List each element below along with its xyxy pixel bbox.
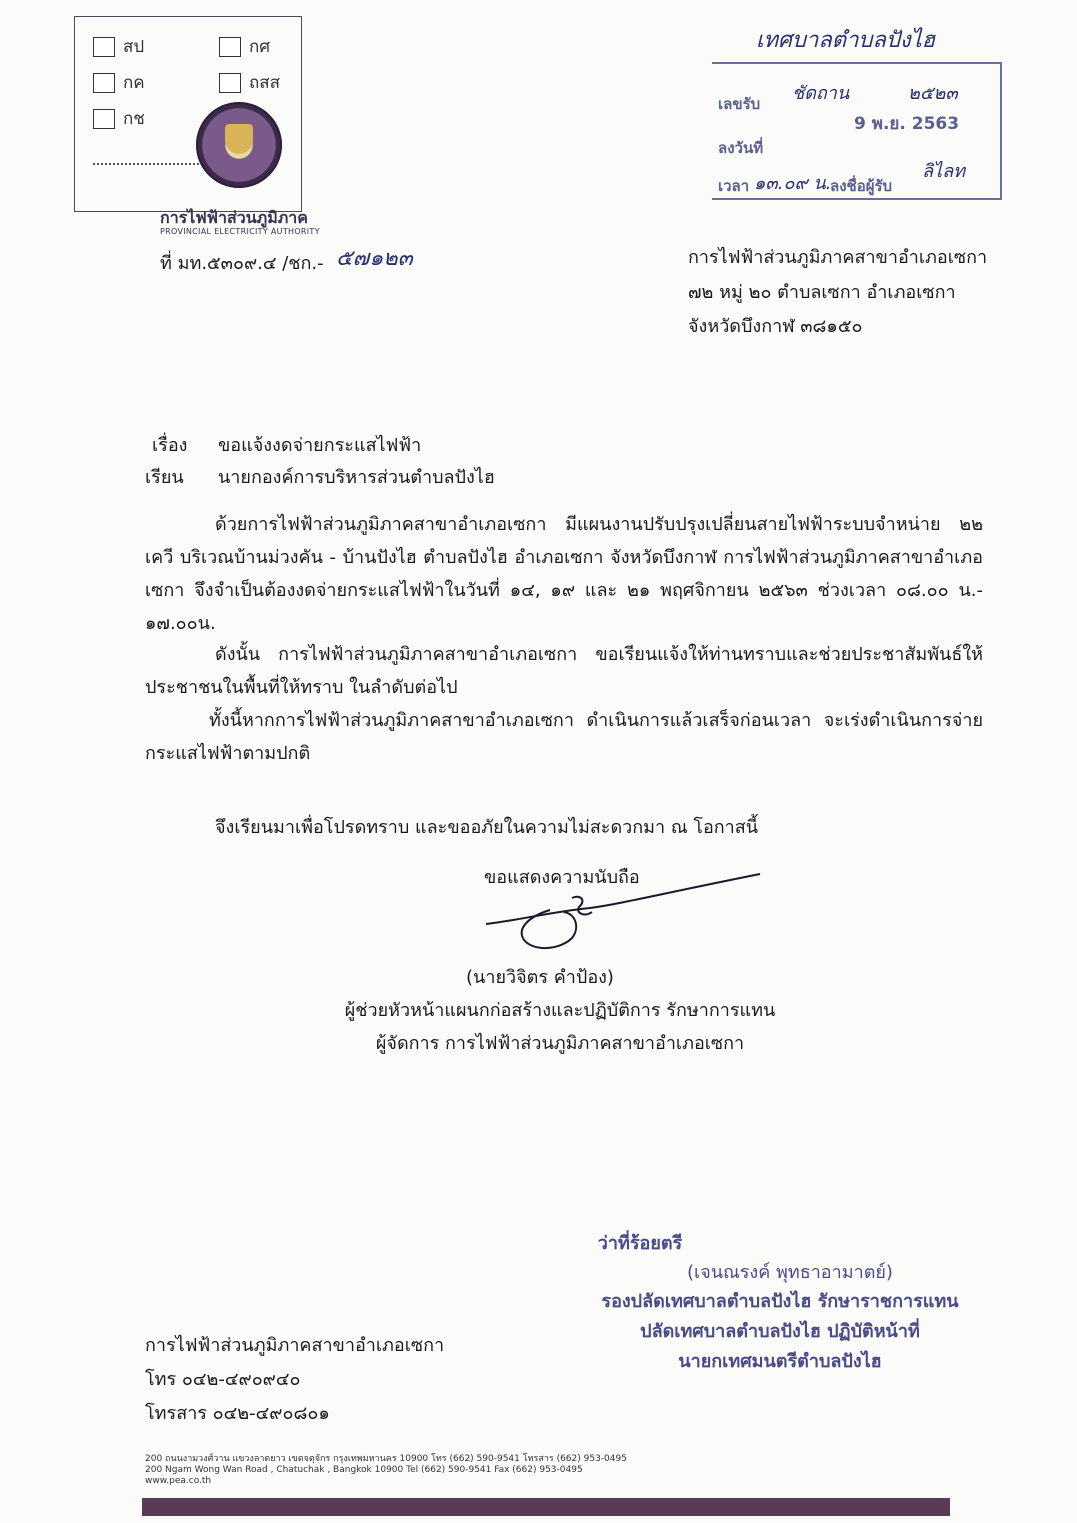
- footer-fax: โทรสาร ๐๔๒-๔๙๐๘๐๑: [145, 1403, 330, 1424]
- hq-address-th: 200 ถนนงามวงศ์วาน แขวงลาดยาว เขตจตุจักร กรุงเทพมหานคร 10900 โทร (662) 590-9541 โทรสาร (662) 953-0495: [145, 1454, 627, 1464]
- signer-value: ลิไลท: [922, 161, 965, 182]
- receipt-stamp: [712, 62, 1002, 200]
- routing-label: กศ: [249, 37, 271, 57]
- subject-value: ขอแจ้งงดจ่ายกระแสไฟฟ้า: [218, 435, 422, 456]
- recv-no-label: เลขรับ: [718, 95, 761, 113]
- reference-handwritten-number: ๕๗๑๒๓: [336, 246, 413, 271]
- routing-label: กค: [123, 73, 145, 93]
- time-label: เวลา: [718, 177, 750, 195]
- logo-emblem: [225, 124, 253, 154]
- pea-logo-icon: [196, 102, 282, 188]
- checkbox-icon: [219, 73, 241, 93]
- sender-address-line: จังหวัดบึงกาฬ ๓๘๑๕๐: [688, 316, 863, 337]
- official-position: นายกเทศมนตรีตำบลปังไฮ: [678, 1351, 882, 1372]
- signer-position: ผู้ช่วยหัวหน้าแผนกก่อสร้างและปฏิบัติการ รักษาการแทน: [344, 1000, 776, 1021]
- handwritten-signature: [480, 868, 770, 958]
- official-position: รองปลัดเทศบาลตำบลปังไฮ รักษาราชการแทน: [601, 1291, 959, 1312]
- org-name-th: การไฟฟ้าส่วนภูมิภาค: [160, 208, 308, 227]
- recv-no-value-2: ๒๕๒๓: [908, 83, 958, 104]
- subject-label: เรื่อง: [152, 435, 188, 456]
- sender-address-line: ๗๒ หมู่ ๒๐ ตำบลเซกา อำเภอเซกา: [688, 282, 956, 303]
- routing-label: ถสส: [249, 73, 281, 93]
- sender-address-line: การไฟฟ้าส่วนภูมิภาคสาขาอำเภอเซกา: [688, 247, 988, 268]
- body-paragraph: ทั้งนี้หากการไฟฟ้าส่วนภูมิภาคสาขาอำเภอเซกา ดำเนินการแล้วเสร็จก่อนเวลา จะเร่งดำเนินการจ่ายกระแสไฟฟ้าตามปกติ: [145, 710, 983, 764]
- official-position: ปลัดเทศบาลตำบลปังไฮ ปฏิบัติหน้าที่: [640, 1321, 920, 1342]
- recv-no-value: ชัดถาน: [792, 83, 850, 104]
- routing-checkbox[interactable]: [93, 105, 145, 132]
- signer-name: (นายวิจิตร คำป้อง): [466, 967, 614, 988]
- closing-line: จึงเรียนมาเพื่อโปรดทราบ และขออภัยในความไม่สะดวกมา ณ โอกาสนี้: [215, 817, 759, 838]
- date-value: 9 พ.ย. 2563: [854, 114, 960, 134]
- footer-tel: โทร ๐๔๒-๔๙๐๙๔๐: [145, 1369, 301, 1390]
- routing-label: สป: [123, 37, 145, 57]
- regards-text: ขอแสดงความนับถือ: [484, 867, 640, 888]
- org-name-en: PROVINCIAL ELECTRICITY AUTHORITY: [160, 227, 320, 236]
- reference-label: ที่ มท.๕๓๐๙.๔ /ชก.-: [160, 253, 324, 274]
- checkbox-icon: [93, 109, 115, 129]
- routing-label: กช: [123, 109, 145, 129]
- receipt-stamp-header: เทศบาลตำบลปังไฮ: [756, 28, 936, 53]
- checkbox-icon: [219, 37, 241, 57]
- hq-address-en: 200 Ngam Wong Wan Road , Chatuchak , Bangkok 10900 Tel (662) 590-9541 Fax (662) 953-0495: [145, 1465, 583, 1475]
- to-value: นายกองค์การบริหารส่วนตำบลปังไฮ: [218, 467, 495, 488]
- signer-position: ผู้จัดการ การไฟฟ้าส่วนภูมิภาคสาขาอำเภอเซกา: [375, 1033, 745, 1054]
- signer-label: ลงชื่อผู้รับ: [830, 177, 893, 195]
- footer-org: การไฟฟ้าส่วนภูมิภาคสาขาอำเภอเซกา: [145, 1335, 445, 1356]
- routing-checkbox[interactable]: [93, 69, 145, 96]
- checkbox-icon: [93, 73, 115, 93]
- routing-checkbox[interactable]: [219, 33, 270, 60]
- routing-checkbox[interactable]: [93, 33, 144, 60]
- checkbox-icon: [93, 37, 115, 57]
- to-label: เรียน: [145, 467, 184, 488]
- routing-checkbox[interactable]: [219, 69, 280, 96]
- official-title: ว่าที่ร้อยตรี: [597, 1233, 683, 1254]
- footer-bar: [142, 1498, 950, 1516]
- body-paragraph: ดังนั้น การไฟฟ้าส่วนภูมิภาคสาขาอำเภอเซกา ขอเรียนแจ้งให้ท่านทราบและช่วยประชาสัมพันธ์ให้ประชาชนในพื้นที่ให้ทราบ ในลำดับต่อไป: [145, 644, 983, 698]
- website-link[interactable]: www.pea.co.th: [145, 1476, 212, 1486]
- official-name: (เจนณรงค์ พุทธาอามาตย์): [687, 1262, 893, 1283]
- time-value: ๑๓.๐๙ น.: [754, 173, 832, 194]
- body-paragraph: ด้วยการไฟฟ้าส่วนภูมิภาคสาขาอำเภอเซกา มีแผนงานปรับปรุงเปลี่ยนสายไฟฟ้าระบบจำหน่าย ๒๒ เควี บริเวณบ้านม่วงคัน - บ้านปังไฮ ตำบลปังไฮ อำเภอเซกา จังหวัดบึงกาฬ การไฟฟ้าส่วนภูมิภาคสาขาอำเภอเซกา จึงจำเป็นต้องงดจ่ายกระแสไฟฟ้าในวันที่ ๑๔, ๑๙ และ ๒๑ พฤศจิกายน ๒๕๖๓ ช่วงเวลา ๐๘.๐๐ น.- ๑๗.๐๐น.: [145, 514, 983, 634]
- date-label: ลงวันที่: [718, 139, 764, 157]
